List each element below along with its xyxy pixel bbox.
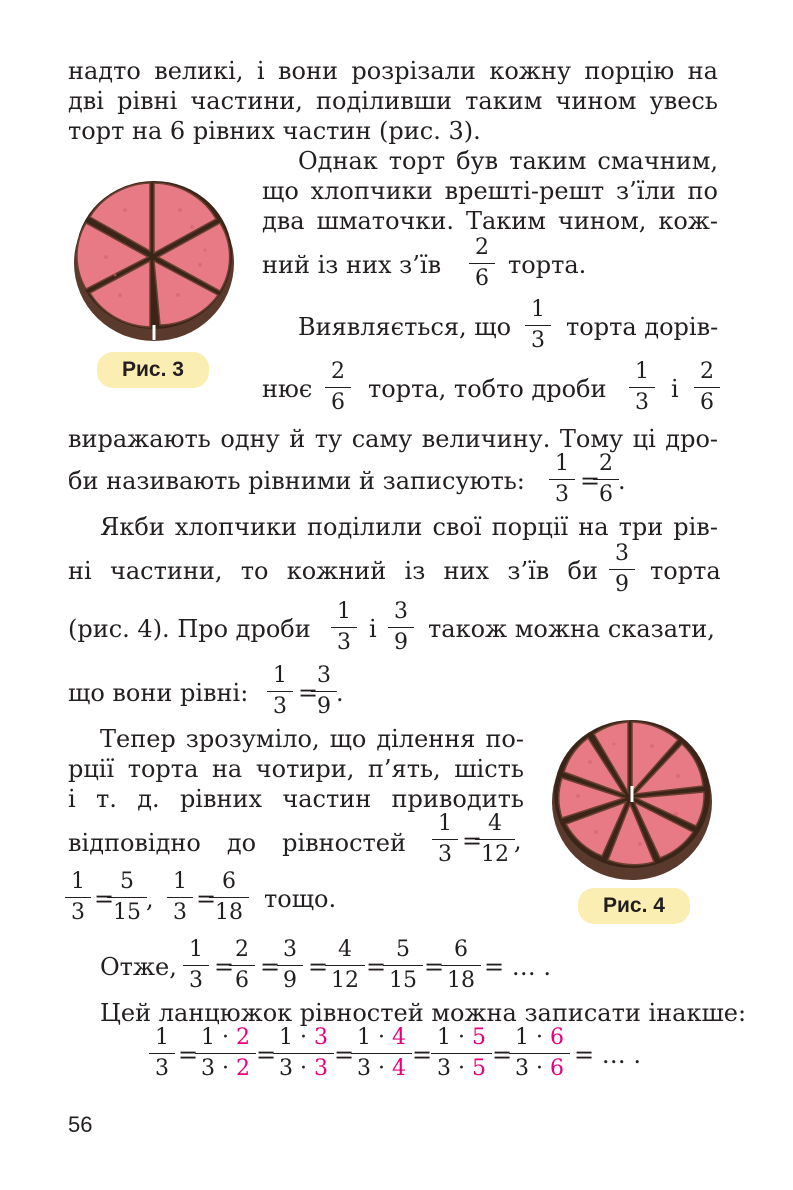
fraction: $\frac{1}{3}$ <box>552 452 572 507</box>
equals-sign: = <box>214 953 235 981</box>
text-line: (рис. 4). Про дроби <box>68 615 311 643</box>
equals-sign: = <box>256 1041 277 1069</box>
text-line: торта, тобто дроби <box>368 375 607 403</box>
fraction: $\frac{1}{3}$ <box>632 360 652 415</box>
fraction: $\frac{3}{9}$ <box>314 664 334 719</box>
text-line: виражають одну й ту саму величину. Тому ці дро- <box>68 425 718 453</box>
fraction: $\frac{1}{3}$ <box>435 812 455 867</box>
text-line: також можна сказати, <box>428 615 715 643</box>
fraction: $\frac{1}{3}$ <box>170 870 190 925</box>
text-line: торта. <box>508 251 587 279</box>
equals-sign: = <box>366 953 387 981</box>
cake-figure-3 <box>70 165 240 345</box>
fraction: $\frac{1}{3}$ <box>528 298 548 353</box>
text-line: що хлопчики врешті-решт з’їли по <box>262 177 718 205</box>
text-line: Виявляється, що <box>298 313 512 341</box>
figure-caption-3: Рис. 3 <box>97 352 209 388</box>
equals-sign: = <box>424 953 445 981</box>
text-line: би називають рівними й записують: <box>68 467 525 495</box>
fraction: $\frac{6}{18}$ <box>444 938 478 993</box>
text-line: Якби хлопчики поділили свої порції на три рів- <box>100 513 718 541</box>
equals-ellipsis: = … . <box>484 953 551 981</box>
text-line: тощо. <box>264 885 337 913</box>
comma: , <box>146 885 154 913</box>
equals-sign: = <box>260 953 281 981</box>
fraction: $\frac{5}{15}$ <box>386 938 420 993</box>
fraction: $\frac{3}{9}$ <box>612 542 632 597</box>
page-number: 56 <box>68 1112 93 1137</box>
equals-sign: = <box>178 1041 199 1069</box>
fraction: $\frac{2}{6}$ <box>232 938 252 993</box>
text-line: Отже, <box>100 953 177 981</box>
text-line: і <box>369 615 377 643</box>
equals-sign: = <box>492 1041 513 1069</box>
text-line: і <box>671 375 679 403</box>
text-line: і т. д. рівних частин приводить <box>68 785 524 813</box>
equals-ellipsis: = … . <box>574 1041 641 1069</box>
fraction: $\frac{1 \cdot 3}{3 \cdot 3}$ <box>276 1026 331 1081</box>
fraction: $\frac{1}{3}$ <box>68 870 88 925</box>
text-line: відповідно до рівностей <box>68 829 406 857</box>
period: . <box>618 467 626 495</box>
text-line: надто великі, і вони розрізали кожну порцію на <box>68 57 718 85</box>
fraction: $\frac{1}{3}$ <box>186 938 206 993</box>
equals-sign: = <box>334 1041 355 1069</box>
text-line: дві рівні частини, поділивши таким чином увесь <box>68 87 718 115</box>
equals-sign: = <box>580 467 601 495</box>
equals-sign: = <box>462 827 483 855</box>
text-line: ний із них з’їв <box>262 251 442 279</box>
text-line: що вони рівні: <box>68 679 249 707</box>
equals-sign: = <box>308 953 329 981</box>
text-line: торта <box>650 557 721 585</box>
text-line: торт на 6 рівних частин (рис. 3). <box>68 117 481 145</box>
equals-sign: = <box>196 885 217 913</box>
text-line: нює <box>262 375 313 403</box>
fraction: $\frac{2}{6}$ <box>697 360 717 415</box>
equals-sign: = <box>94 885 115 913</box>
fraction: $\frac{3}{9}$ <box>391 600 411 655</box>
fraction: $\frac{2}{6}$ <box>472 236 492 291</box>
fraction: $\frac{5}{15}$ <box>110 870 144 925</box>
fraction: $\frac{4}{12}$ <box>478 812 512 867</box>
fraction: $\frac{1}{3}$ <box>334 600 354 655</box>
comma: , <box>514 827 522 855</box>
text-line: два шматочки. Таким чином, кож- <box>262 207 718 235</box>
equals-sign: = <box>298 679 319 707</box>
fraction: $\frac{1}{3}$ <box>270 664 290 719</box>
text-line: Цей ланцюжок рівностей можна записати інакше: <box>100 999 747 1027</box>
period: . <box>336 679 344 707</box>
text-line: Однак торт був таким смачним, <box>298 147 718 175</box>
fraction: $\frac{1 \cdot 6}{3 \cdot 6}$ <box>512 1026 567 1081</box>
fraction: $\frac{4}{12}$ <box>328 938 362 993</box>
equals-sign: = <box>412 1041 433 1069</box>
fraction: $\frac{2}{6}$ <box>596 452 616 507</box>
cake-figure-4 <box>548 706 718 886</box>
fraction: $\frac{1 \cdot 2}{3 \cdot 2}$ <box>198 1026 253 1081</box>
text-line: Тепер зрозуміло, що ділення по- <box>100 725 524 753</box>
fraction: $\frac{1 \cdot 5}{3 \cdot 5}$ <box>434 1026 489 1081</box>
fraction: $\frac{1 \cdot 4}{3 \cdot 4}$ <box>354 1026 409 1081</box>
text-line: торта дорів- <box>566 313 719 341</box>
fraction: $\frac{3}{9}$ <box>280 938 300 993</box>
text-line: рції торта на чотири, п’ять, шість <box>68 755 524 783</box>
fraction: $\frac{6}{18}$ <box>212 870 246 925</box>
figure-caption-4: Рис. 4 <box>578 888 690 924</box>
text-line: ні частини, то кожний із них з’їв би <box>68 557 598 585</box>
fraction: $\frac{2}{6}$ <box>328 360 348 415</box>
fraction: $\frac{1}{3}$ <box>152 1026 172 1081</box>
